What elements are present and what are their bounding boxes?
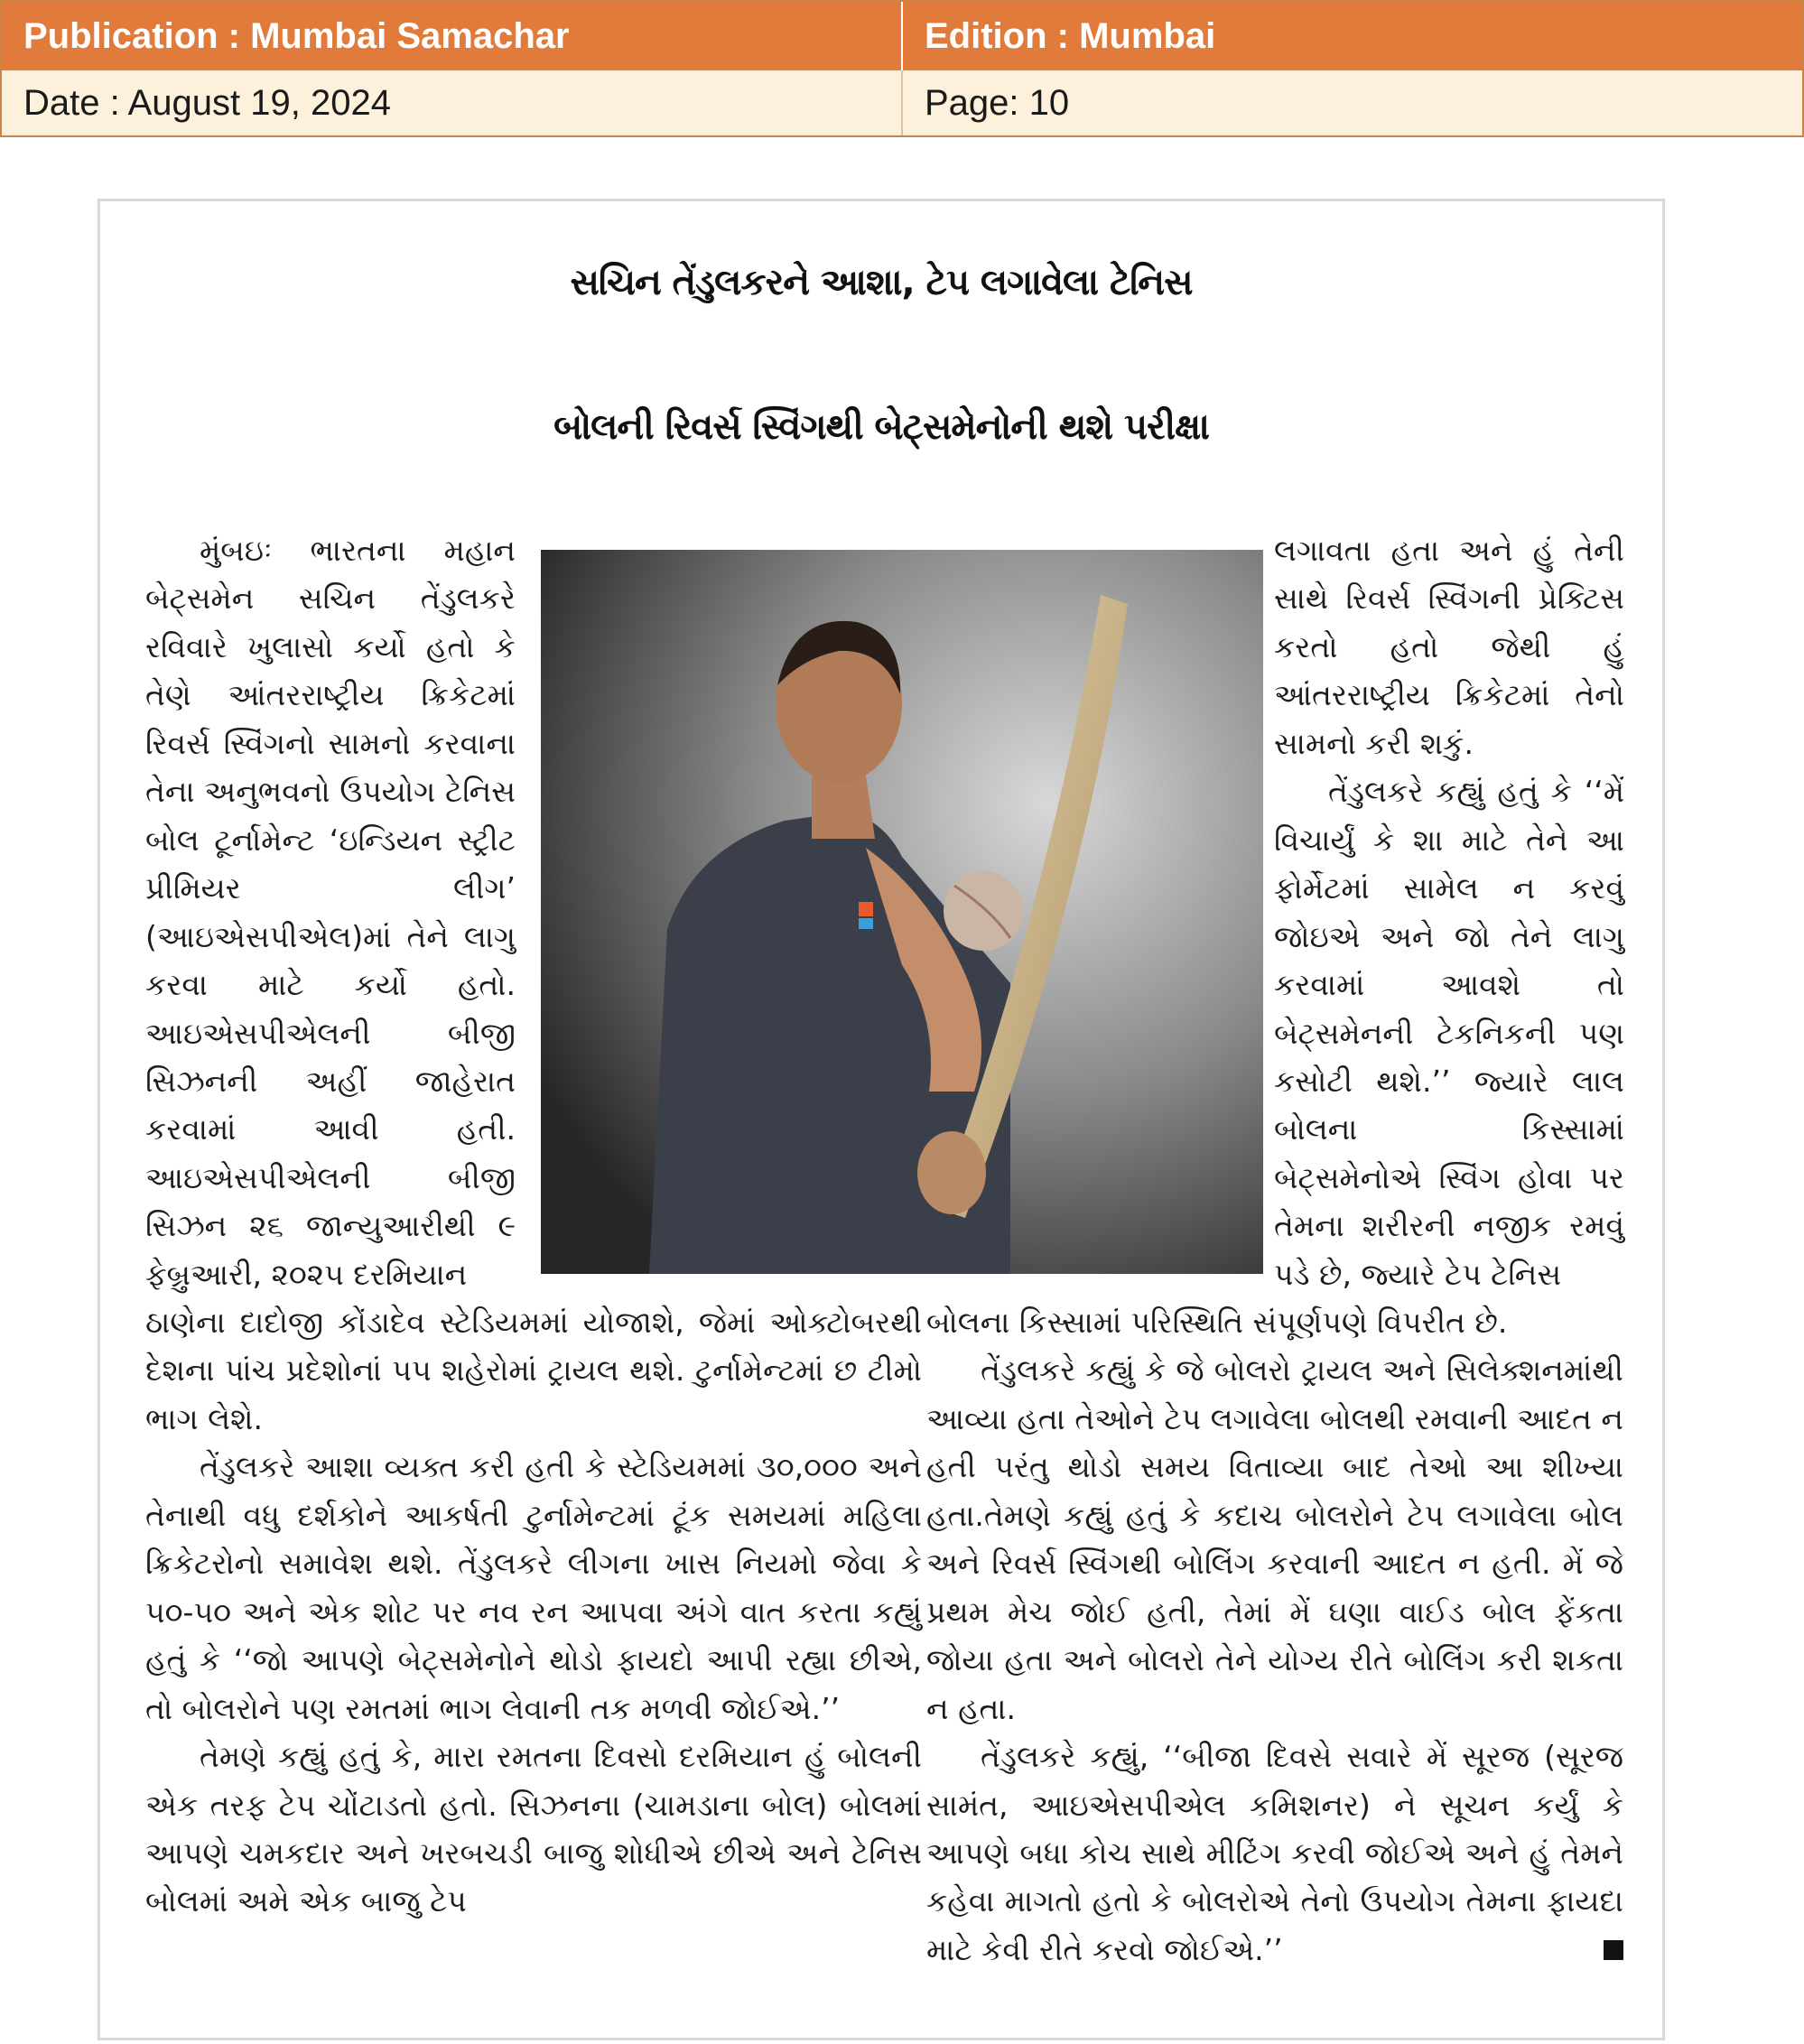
article-column-left: [145, 526, 516, 1298]
article-paragraph: તેંડુલકરે કહ્યું કે જે બોલરો ટ્રાયલ અને સિલેક્શનમાંથી આવ્યા હતા તેઓને ટેપ લગાવેલા બોલથી રમવાની આદત ન હતી પરંતુ થોડો સમય વિતાવ્યા બાદ તેઓ આ શીખ્યા હતા.તેમણે કહ્યું હતું કે કદાચ બોલરોને ટેપ લગાવેલા બોલ અને રિવર્સ સ્વિંગથી બોલિંગ કરવાની આદત ન હતી. મેં જે પ્રથમ મેચ જોઈ હતી, તેમાં મેં ઘણા વાઈડ બોલ ફેંકતા જોયા હતા અને બોલરો તેને યોગ્ય રીતે બોલિંગ કરી શકતા ન હતા.: [926, 1352, 1623, 1726]
article-paragraph: [926, 1733, 1623, 1974]
article-paragraph: લગાવતા હતા અને હું તેની સાથે રિવર્સ સ્વિંગની પ્રેક્ટિસ કરતો હતો જેથી હું આંતરરાષ્ટ્રીય ક્રિકેટમાં તેનો સામનો કરી શકું.: [1274, 533, 1624, 761]
article-paragraph: તેમણે કહ્યું હતું કે, મારા રમતના દિવસો દરમિયાન હું બોલની એક તરફ ટેપ ચોંટાડતો હતો. સિઝનના (ચામડાના બોલ) બોલમાં આપણે ચમકદાર અને ખરબચડી બાજુ શોધીએ છીએ અને ટેનિસ બોલમાં અમે એક બાજુ ટેપ: [145, 1739, 922, 1919]
article-column-right-top: [1274, 526, 1624, 1298]
edition-cell: Edition : Mumbai: [925, 15, 1216, 56]
article-column-left-bottom: [145, 1298, 922, 1926]
photo-illustration: [541, 550, 1263, 1274]
publication-info-table: [0, 0, 1804, 137]
article-paragraph: તેંડુલકરે આશા વ્યક્ત કરી હતી કે સ્ટેડિયમમાં ૩૦,૦૦૦ અને તેનાથી વધુ દર્શકોને આકર્ષતી ટુર્નામેન્ટમાં ટૂંક સમયમાં મહિલા ક્રિકેટરોનો સમાવેશ થશે. તેંડુલકરે લીગના ખાસ નિયમો જેવા કે ૫૦-૫૦ અને એક શોટ પર નવ રન આપવા અંગે વાત કરતા કહ્યું હતું કે ‘‘જો આપણે બેટ્સમેનોને થોડો ફાયદો આપી રહ્યા છીએ, તો બોલરોને પણ રમતમાં ભાગ લેવાની તક મળવી જોઈએ.’’: [145, 1449, 922, 1726]
publication-row: [2, 2, 1802, 72]
article-paragraph: મુંબઇઃ ભારતના મહાન બેટ્સમેન સચિન તેંડુલકરે રવિવારે ખુલાસો કર્યો હતો કે તેણે આંતરરાષ્ટ્રીય ક્રિકેટમાં રિવર્સ સ્વિંગનો સામનો કરવાના તેના અનુભવનો ઉપયોગ ટેનિસ બોલ ટૂર્નામેન્ટ ‘ઇન્ડિયન સ્ટ્રીટ પ્રીમિયર લીગ’ (આઇએસપીએલ)માં તેને લાગુ કરવા માટે કર્યો હતો. આઇએસપીએલની બીજી સિઝનની અહીં જાહેરાત કરવામાં આવી હતી. આઇએસપીએલની બીજી સિઝન ૨૬ જાન્યુઆરીથી ૯ ફેબ્રુઆરી, ૨૦૨૫ દરમિયાન: [145, 533, 516, 1292]
article-column-right-bottom: [926, 1298, 1623, 1974]
newspaper-clipping: [98, 199, 1665, 2040]
headline-line-1: સચિન તેંડુલકરને આશા, ટેપ લગાવેલા ટેનિસ: [570, 262, 1193, 303]
publication-cell: Publication : Mumbai Samachar: [2, 2, 903, 70]
end-mark-icon: [1604, 1940, 1623, 1960]
date-row: [2, 70, 1802, 135]
article-paragraph: બોલના કિસ્સામાં પરિસ્થિતિ સંપૂર્ણપણે વિપરીત છે.: [926, 1305, 1508, 1340]
date-cell: Date : August 19, 2024: [2, 70, 903, 135]
headline-line-2: બોલની રિવર્સ સ્વિંગથી બેટ્સમેનોની થશે પરીક્ષા: [553, 406, 1209, 448]
article-paragraph: ઠાણેના દાદોજી કોંડાદેવ સ્ટેડિયમમાં યોજાશે, જેમાં ઓક્ટોબરથી દેશના પાંચ પ્રદેશોનાં ૫૫ શહેરોમાં ટ્રાયલ થશે. ટુર્નામેન્ટમાં છ ટીમો ભાગ લેશે.: [145, 1305, 922, 1436]
article-paragraph: તેંડુલકરે કહ્યું હતું કે ‘‘મેં વિચાર્યું કે શા માટે તેને આ ફોર્મેટમાં સામેલ ન કરવું જોઇએ અને જો તેને લાગુ કરવામાં આવશે તો બેટ્સમેનની ટેકનિકની પણ કસોટી થશે.’’ જ્યારે લાલ બોલના કિસ્સામાં બેટ્સમેનોએ સ્વિંગ હોવા પર તેમના શરીરની નજીક રમવું પડે છે, જ્યારે ટેપ ટેનિસ: [1274, 774, 1624, 1292]
page-cell: Page: 10: [925, 82, 1070, 123]
article-paragraph-text: તેંડુલકરે કહ્યું, ‘‘બીજા દિવસે સવારે મેં સૂરજ (સૂરજ સામંત, આઇએસપીએલ કમિશનર) ને સૂચન કર્યું કે આપણે બધા કોચ સાથે મીટિંગ કરવી જોઈએ અને હું તેમને કહેવા માગતો હતો કે બોલરોએ તેનો ઉપયોગ તેમના ફાયદા માટે કેવી રીતે કરવો જોઈએ.’’: [926, 1739, 1623, 1967]
sachin-tendulkar-photo: [541, 550, 1263, 1274]
